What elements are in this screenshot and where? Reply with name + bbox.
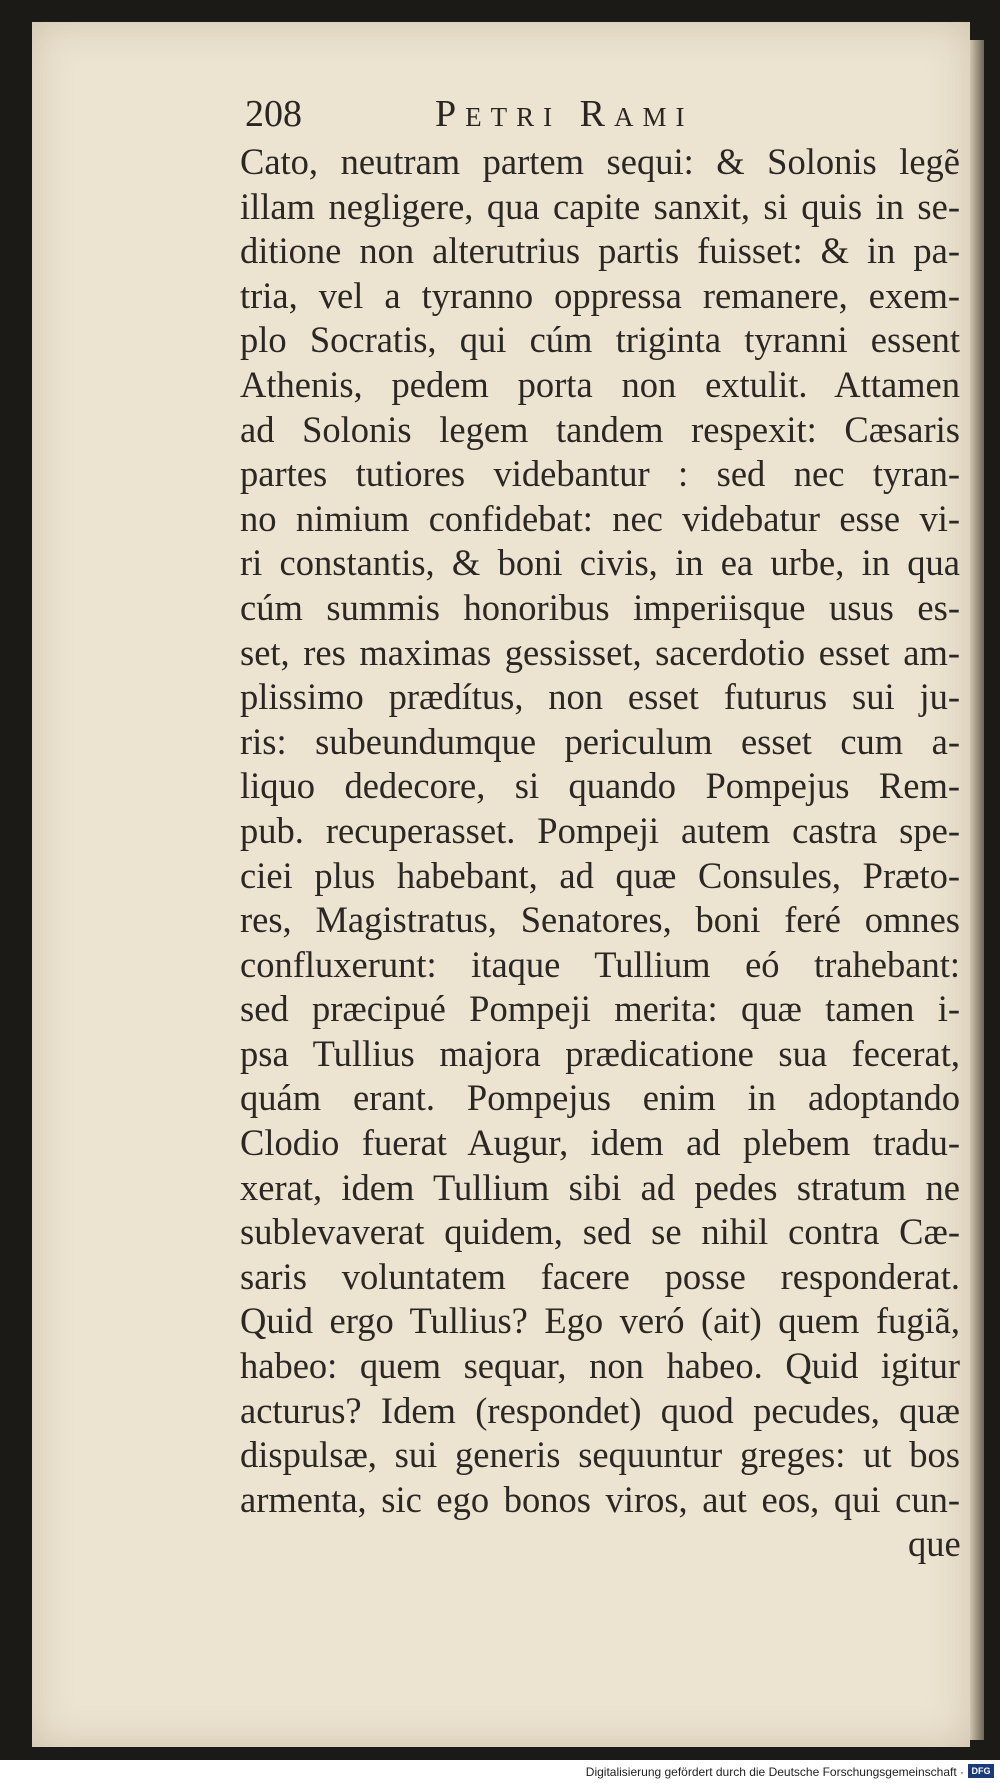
text-line: ri constantis, & boni civis, in ea urbe, in qua — [240, 542, 960, 584]
text-line: sublevaverat quidem, sed se nihil contra Cæ- — [240, 1211, 960, 1253]
text-line: tria, vel a tyranno oppressa remanere, exem- — [240, 274, 960, 316]
page-number: 208 — [245, 93, 302, 135]
text-line: plo Socratis, qui cúm triginta tyranni essent — [240, 319, 960, 361]
text-line: saris voluntatem facere posse responderat. — [240, 1255, 960, 1297]
body-text — [240, 140, 960, 1522]
dfg-logo-icon: DFG — [968, 1764, 994, 1778]
text-line: Quid ergo Tullius? Ego veró (ait) quem fugiã, — [240, 1300, 960, 1342]
text-line: sed præcipué Pompeji merita: quæ tamen i- — [240, 988, 960, 1030]
text-line: res, Magistratus, Senatores, boni feré omnes — [240, 899, 960, 941]
text-line: no nimium confidebat: nec videbatur esse vi- — [240, 497, 960, 539]
footer-credit: Digitalisierung gefördert durch die Deutsche Forschungsgemeinschaft · — [585, 1765, 964, 1779]
text-line: plissimo prædítus, non esset futurus sui ju- — [240, 676, 960, 718]
text-line: psa Tullius majora prædicatione sua fecerat, — [240, 1032, 960, 1074]
text-line: quám erant. Pompejus enim in adoptando — [240, 1077, 960, 1119]
text-line: Cato, neutram partem sequi: & Solonis legẽ — [240, 141, 960, 182]
text-line: dispulsæ, sui generis sequuntur greges: ut bos — [240, 1434, 960, 1476]
text-line: set, res maximas gessisset, sacerdotio esset am- — [240, 631, 960, 673]
text-line: ad Solonis legem tandem respexit: Cæsaris — [240, 408, 960, 450]
text-line: habeo: quem sequar, non habeo. Quid igitur — [240, 1345, 960, 1387]
running-head: Petri Rami — [435, 93, 694, 135]
text-line: confluxerunt: itaque Tullium eó trahebant: — [240, 943, 960, 985]
text-line: xerat, idem Tullium sibi ad pedes stratum ne — [240, 1166, 960, 1208]
text-line: cúm summis honoribus imperiisque usus es- — [240, 586, 960, 628]
page-header — [245, 92, 805, 142]
text-line: ciei plus habebant, ad quæ Consules, Præto- — [240, 854, 960, 896]
text-line: armenta, sic ego bonos viros, aut eos, qui cun- — [240, 1478, 960, 1520]
text-line: acturus? Idem (respondet) quod pecudes, quæ — [240, 1389, 960, 1431]
text-line: partes tutiores videbantur : sed nec tyran- — [240, 453, 960, 495]
text-line: ditione non alterutrius partis fuisset: & in pa- — [240, 230, 960, 272]
page-edge — [970, 40, 984, 1740]
text-line: Clodio fuerat Augur, idem ad plebem tradu- — [240, 1122, 960, 1164]
text-line: liquo dedecore, si quando Pompejus Rem- — [240, 765, 960, 807]
text-line: Athenis, pedem porta non extulit. Attamen — [240, 363, 960, 405]
text-line: illam negligere, qua capite sanxit, si quis in se- — [240, 185, 960, 227]
text-line: pub. recuperasset. Pompeji autem castra spe- — [240, 809, 960, 851]
text-line: ris: subeundumque periculum esset cum a- — [240, 720, 960, 762]
catchword: que — [908, 1523, 961, 1564]
footer-bar — [0, 1760, 1000, 1783]
